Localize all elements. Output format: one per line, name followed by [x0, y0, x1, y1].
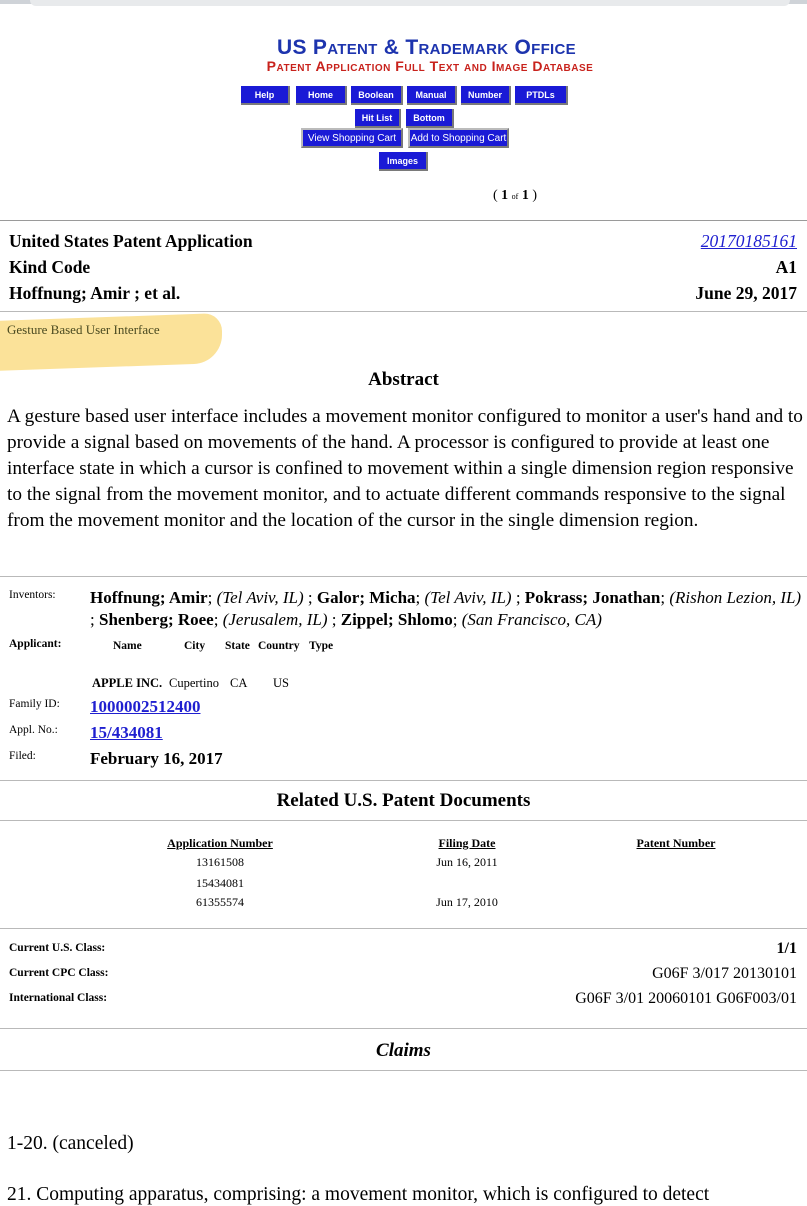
publication-number-link[interactable]: 20170185161	[700, 231, 797, 251]
inventor-location: (Rishon Lezion, IL)	[669, 588, 802, 607]
applicant-col-city: City	[184, 640, 206, 652]
add-to-shopping-cart-button[interactable]: Add to Shopping Cart	[408, 128, 509, 148]
browser-tab-strip	[30, 0, 790, 6]
inventor-location: (Jerusalem, IL)	[222, 610, 328, 629]
images-button[interactable]: Images	[379, 152, 428, 171]
divider	[0, 576, 807, 577]
number-button[interactable]: Number	[461, 86, 511, 105]
divider	[0, 1070, 807, 1071]
applicant-label: Applicant:	[9, 638, 62, 650]
browser-top-edge	[0, 0, 807, 4]
related-filing-date: Jun 17, 2010	[436, 895, 498, 909]
appl-no-label: Appl. No.:	[9, 724, 58, 736]
divider	[0, 311, 807, 312]
abstract-text: A gesture based user interface includes a movement monitor configured to monitor a user's hand and to provide a signal based on movements of the hand. A processor is configured to provide at least one interface state in which a cursor is confined to movement within a single dimension region responsive to the signal from the movement monitor, and to actuate different commands responsive to the signal from the movement monitor and the location of the cursor in the single dimension region.	[7, 406, 803, 531]
related-docs-heading: Related U.S. Patent Documents	[276, 790, 531, 811]
divider	[0, 1028, 807, 1029]
divider	[0, 928, 807, 929]
inventors-label: Inventors:	[9, 589, 56, 601]
publication-date: June 29, 2017	[695, 283, 797, 303]
claim-item: 1-20. (canceled)	[7, 1133, 134, 1154]
us-class-value: 1/1	[776, 940, 797, 957]
inventor-name: Pokrass; Jonathan	[524, 588, 661, 607]
filed-date: February 16, 2017	[90, 749, 223, 768]
cpc-class-value: G06F 3/017 20130101	[652, 965, 797, 982]
applicant-col-state: State	[225, 640, 250, 652]
inventor-name: Hoffnung; Amir	[90, 588, 208, 607]
applicant-country: US	[273, 676, 289, 690]
home-button[interactable]: Home	[296, 86, 347, 105]
col-filing-date: Filing Date	[438, 836, 496, 850]
divider	[0, 780, 807, 781]
col-patent-number: Patent Number	[636, 836, 716, 850]
related-app-number: 13161508	[196, 855, 244, 869]
related-filing-date: Jun 16, 2011	[436, 855, 498, 869]
site-title: US Patent & Trademark Office	[277, 36, 576, 59]
doc-authors: Hoffnung; Amir ; et al.	[9, 283, 181, 303]
manual-button[interactable]: Manual	[407, 86, 457, 105]
inventor-name: Galor; Micha	[316, 588, 416, 607]
applicant-city: Cupertino	[169, 676, 219, 690]
pager-total: 1	[521, 188, 529, 203]
invention-title: Gesture Based User Interface	[7, 322, 160, 337]
bottom-button[interactable]: Bottom	[406, 109, 454, 128]
abstract-heading: Abstract	[368, 369, 439, 390]
kind-code-label: Kind Code	[9, 257, 91, 277]
divider	[0, 220, 807, 221]
pager-of: of	[511, 192, 519, 201]
family-id-label: Family ID:	[9, 698, 60, 710]
pager-current: 1	[501, 188, 509, 203]
help-button[interactable]: Help	[241, 86, 290, 105]
inventor-location: (Tel Aviv, IL)	[216, 588, 304, 607]
col-application-number: Application Number	[167, 836, 273, 850]
intl-class-label: International Class:	[9, 992, 108, 1004]
inventor-location: (Tel Aviv, IL)	[424, 588, 512, 607]
inventor-name: Zippel; Shlomo	[340, 610, 453, 629]
applicant-name: APPLE INC.	[92, 676, 163, 690]
inventors-list: Hoffnung; Amir; (Tel Aviv, IL) ; Galor; Micha; (Tel Aviv, IL) ; Pokrass; Jonathan; (Rishon Lezion, IL) ; Shenberg; Roee; (Jerusalem, IL) ; Zippel; Shlomo; (San Francisco, CA)	[90, 588, 802, 629]
applicant-col-name: Name	[113, 640, 142, 652]
boolean-button[interactable]: Boolean	[351, 86, 403, 105]
related-app-number: 61355574	[196, 895, 244, 909]
view-shopping-cart-button[interactable]: View Shopping Cart	[301, 128, 403, 148]
applicant-col-country: Country	[258, 640, 300, 652]
site-subtitle: Patent Application Full Text and Image Database	[266, 58, 594, 74]
page-indicator: ( 1 of 1 )	[492, 188, 537, 203]
filed-label: Filed:	[9, 750, 36, 762]
intl-class-value: G06F 3/01 20060101 G06F003/01	[575, 990, 797, 1007]
applicant-state: CA	[230, 676, 248, 690]
doc-type: United States Patent Application	[9, 231, 253, 251]
cpc-class-label: Current CPC Class:	[9, 967, 109, 979]
claim-item: 21. Computing apparatus, comprising: a movement monitor, which is configured to detect	[7, 1184, 710, 1205]
divider	[0, 820, 807, 821]
ptdls-button[interactable]: PTDLs	[515, 86, 568, 105]
inventor-name: Shenberg; Roee	[98, 610, 214, 629]
family-id-link[interactable]: 1000002512400	[90, 697, 201, 716]
appl-no-link[interactable]: 15/434081	[90, 723, 163, 742]
related-app-number: 15434081	[196, 876, 244, 890]
claims-heading: Claims	[376, 1040, 431, 1061]
us-class-label: Current U.S. Class:	[9, 942, 106, 954]
inventor-location: (San Francisco, CA)	[461, 610, 602, 629]
kind-code-value: A1	[775, 257, 797, 277]
applicant-col-type: Type	[309, 640, 334, 652]
hit-list-button[interactable]: Hit List	[355, 109, 401, 128]
